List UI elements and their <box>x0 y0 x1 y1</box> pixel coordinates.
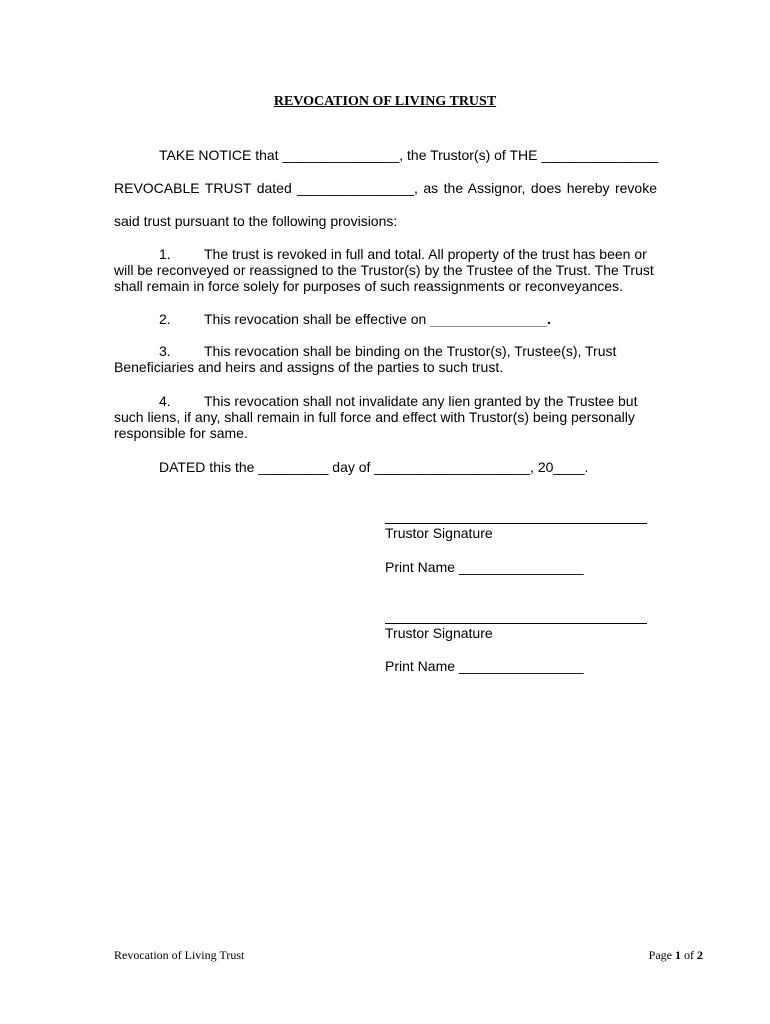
intro-text-trustors-of: , the Trustor(s) of THE <box>399 147 538 163</box>
footer-page-current: 1 <box>675 948 681 962</box>
footer-page-of: of <box>681 948 697 962</box>
footer-document-title: Revocation of Living Trust <box>114 948 245 962</box>
provision-1-line-2: will be reconveyed or reassigned to the Trustor(s) by the Trustee of the Trust. The Trust <box>114 262 654 278</box>
trust-date-blank[interactable]: _______________ <box>297 180 415 196</box>
intro-line-3: said trust pursuant to the following provisions: <box>114 213 398 229</box>
effective-date-blank[interactable]: _______________ <box>430 311 547 327</box>
signature-label-2: Trustor Signature <box>385 625 493 641</box>
provision-4-number: 4. <box>159 393 171 409</box>
signature-line-2[interactable] <box>385 623 647 624</box>
provision-1-line-3: shall remain in force solely for purposes of such reassignments or reconveyances. <box>114 278 623 294</box>
trust-name-blank[interactable]: _______________ <box>541 147 659 163</box>
intro-text-assignor-revoke: , as the Assignor, does hereby revoke <box>414 180 658 196</box>
provision-2-period: . <box>547 311 551 327</box>
intro-line-1 <box>114 147 657 163</box>
signature-label-1: Trustor Signature <box>385 525 493 541</box>
footer-page-prefix: Page <box>648 948 675 962</box>
intro-line-2 <box>114 180 657 196</box>
provision-4-line-3: responsible for same. <box>114 425 248 441</box>
provision-2-first-line <box>204 311 551 327</box>
footer-page-number <box>603 948 703 963</box>
document-title: REVOCATION OF LIVING TRUST <box>273 94 497 109</box>
provision-4-line-2: such liens, if any, shall remain in full force and effect with Trustor(s) being personally <box>114 409 635 425</box>
print-name-field-1[interactable]: Print Name ________________ <box>385 559 584 575</box>
provision-4-first-line: This revocation shall not invalidate any lien granted by the Trustee but <box>204 393 638 409</box>
provision-1-first-line: The trust is revoked in full and total. All property of the trust has been or <box>204 246 647 262</box>
signature-line-1[interactable] <box>385 523 647 524</box>
intro-text-take-notice: TAKE NOTICE that <box>159 147 279 163</box>
provision-2-number: 2. <box>159 311 171 327</box>
dated-line[interactable]: DATED this the _________ day of ____________________, 20____. <box>159 459 589 475</box>
print-name-field-2[interactable]: Print Name ________________ <box>385 658 584 674</box>
provision-3-first-line: This revocation shall be binding on the Trustor(s), Trustee(s), Trust <box>204 343 617 359</box>
provision-3-number: 3. <box>159 343 171 359</box>
trustor-name-blank[interactable]: _______________ <box>282 147 400 163</box>
provision-1-number: 1. <box>159 246 171 262</box>
provision-2-text: This revocation shall be effective on <box>204 311 427 327</box>
intro-text-revocable-trust-dated: REVOCABLE TRUST dated <box>114 180 292 196</box>
footer-page-total: 2 <box>697 948 703 962</box>
provision-3-line-2: Beneficiaries and heirs and assigns of the parties to such trust. <box>114 359 504 375</box>
